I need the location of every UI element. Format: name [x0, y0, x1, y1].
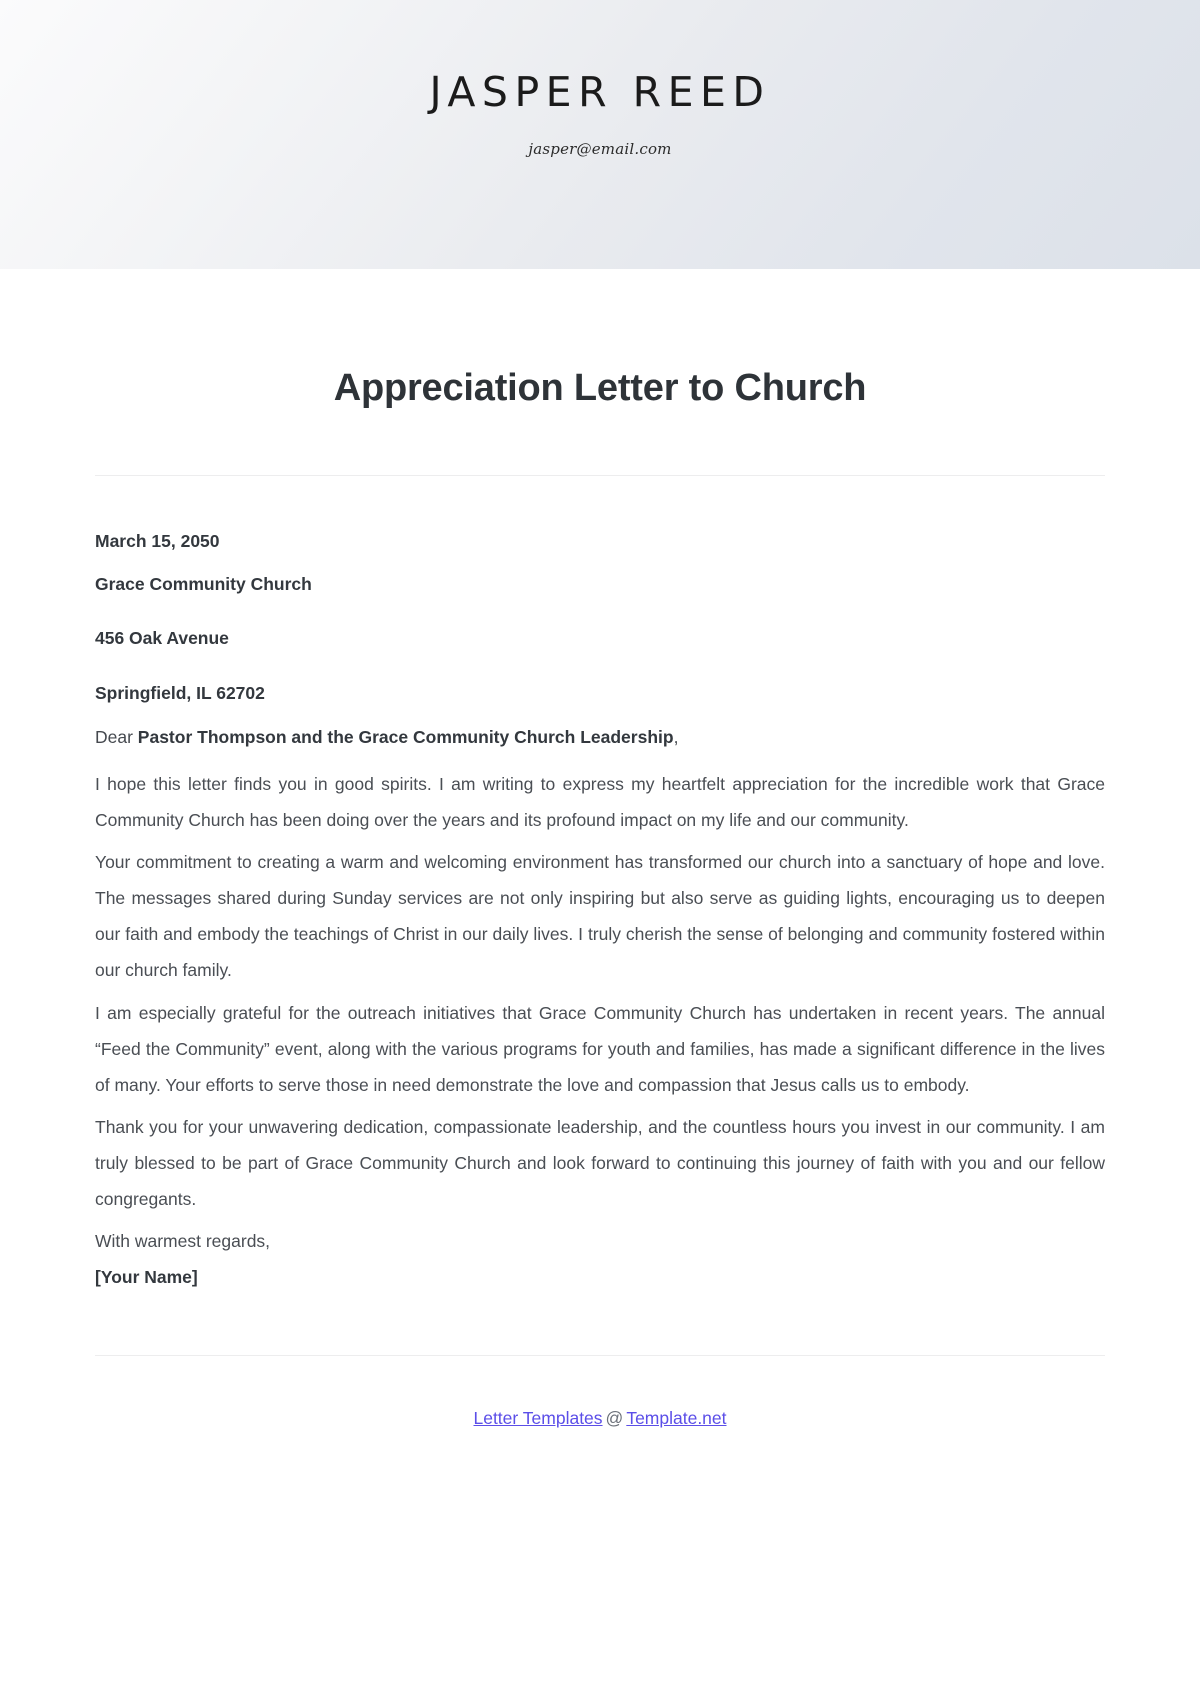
sender-name: JASPER REED — [429, 68, 771, 116]
recipient-city-state-zip: Springfield, IL 62702 — [95, 682, 265, 703]
salutation-recipient: Pastor Thompson and the Grace Community Church Leadership — [137, 727, 674, 747]
salutation-prefix: Dear — [95, 727, 138, 747]
closing-line: With warmest regards, — [95, 1230, 271, 1251]
salutation — [95, 724, 1105, 750]
divider-top — [95, 475, 1105, 476]
recipient-organization: Grace Community Church — [95, 573, 312, 594]
recipient-street: 456 Oak Avenue — [95, 628, 229, 649]
body-paragraph: Your commitment to creating a warm and welcoming environment has transformed our church into a sanctuary of hope and love. The messages shared during Sunday services are not only inspiring but also serve as guiding lights, encouraging us to deepen our faith and embody the teachings of Christ in our daily lives. I truly cherish the sense of belonging and community fostered within our church family. — [95, 852, 1105, 981]
salutation-suffix: , — [673, 727, 679, 747]
signature-placeholder: [Your Name] — [95, 1266, 198, 1287]
body-paragraph: Thank you for your unwavering dedication, compassionate leadership, and the countless hours you invest in our community. I am truly blessed to be part of Grace Community Church and look forward to continuing this journey of faith with you and our fellow congregants. — [95, 1116, 1105, 1209]
footer — [95, 1406, 1105, 1431]
page-title: Appreciation Letter to Church — [333, 367, 867, 409]
letter-date: March 15, 2050 — [95, 530, 220, 551]
footer-separator: @ — [605, 1407, 624, 1428]
address-block — [95, 529, 1105, 707]
body-paragraph: I hope this letter finds you in good spirits. I am writing to express my heartfelt appreciation for the incredible work that Grace Community Church has been doing over the years and its profound impact on my life and our community. — [95, 774, 1105, 831]
footer-link-letter-templates[interactable]: Letter Templates — [473, 1407, 603, 1428]
body-paragraph: I am especially grateful for the outreach initiatives that Grace Community Church has undertaken in recent years. The annual “Feed the Community” event, along with the various programs for youth and families, has made a significant difference in the lives of many. Your efforts to serve those in need demonstrate the love and compassion that Jesus calls us to embody. — [95, 1002, 1105, 1095]
footer-link-template-net[interactable]: Template.net — [626, 1407, 727, 1428]
letterhead-content — [0, 68, 1200, 158]
letterhead-banner — [0, 0, 1200, 269]
letter-body — [0, 269, 1200, 1430]
sender-email: jasper@email.com — [528, 140, 672, 158]
divider-bottom — [95, 1355, 1105, 1356]
